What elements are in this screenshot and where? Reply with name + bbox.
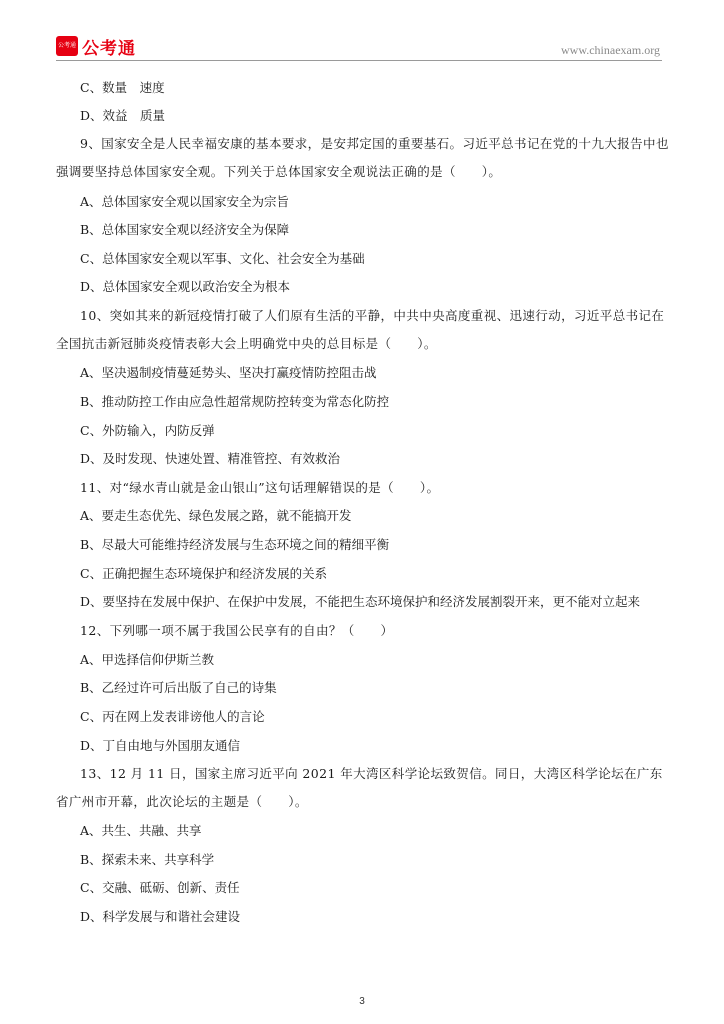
q10-option-d: D、及时发现、快速处置、精准管控、有效救治 [80,451,341,466]
q10-option-a: A、坚决遏制疫情蔓延势头、坚决打赢疫情防控阻击战 [80,365,377,380]
q11-stem: 11、对“绿水青山就是金山银山”这句话理解错误的是（ ）。 [80,480,440,495]
logo-badge-icon: 公考通 [56,36,78,56]
q8-option-c: C、数量 速度 [80,80,165,95]
logo-text: 公考通 [82,38,136,59]
q10-option-c: C、外防输入，内防反弹 [80,423,215,438]
q13-option-d: D、科学发展与和谐社会建设 [80,909,241,924]
q9-option-a: A、总体国家安全观以国家安全为宗旨 [80,194,290,209]
q12-stem: 12、下列哪一项不属于我国公民享有的自由？（ ） [80,623,394,638]
q8-option-d: D、效益 质量 [80,108,166,123]
q12-option-c: C、丙在网上发表诽谤他人的言论 [80,709,265,724]
q10-option-b: B、推动防控工作由应急性超常规防控转变为常态化防控 [80,394,390,409]
q9-option-d: D、总体国家安全观以政治安全为根本 [80,279,291,294]
q11-option-d: D、要坚持在发展中保护、在保护中发展，不能把生态环境保护和经济发展割裂开来，更不能对立起来 [80,594,641,609]
q12-option-a: A、甲选择信仰伊斯兰教 [80,652,215,667]
q11-option-c: C、正确把握生态环境保护和经济发展的关系 [80,566,328,581]
q9-stem: 9、国家安全是人民幸福安康的基本要求，是安邦定国的重要基石。习近平总书记在党的十九大报告中也强调要坚持总体国家安全观。下列关于总体国家安全观说法正确的是（ ）。 [56,136,669,179]
q12-option-b: B、乙经过许可后出版了自己的诗集 [80,680,277,695]
q11-option-a: A、要走生态优先、绿色发展之路，就不能搞开发 [80,508,352,523]
q11-option-b: B、尽最大可能维持经济发展与生态环境之间的精细平衡 [80,537,390,552]
q9-option-c: C、总体国家安全观以军事、文化、社会安全为基础 [80,251,365,266]
q13-option-c: C、交融、砥砺、创新、责任 [80,880,240,895]
q13-stem: 13、12 月 11 日，国家主席习近平向 2021 年大湾区科学论坛致贺信。同日，大湾区科学论坛在广东省广州市开幕，此次论坛的主题是（ ）。 [56,766,663,809]
q13-option-b: B、探索未来、共享科学 [80,852,215,867]
q12-option-d: D、丁自由地与外国朋友通信 [80,738,241,753]
page-number: 3 [359,996,365,1007]
site-url[interactable]: www.chinaexam.org [561,43,660,57]
q13-option-a: A、共生、共融、共享 [80,823,202,838]
q10-stem: 10、突如其来的新冠疫情打破了人们原有生活的平静，中共中央高度重视、迅速行动，习近平总书记在全国抗击新冠肺炎疫情表彰大会上明确党中央的总目标是（ ）。 [56,308,665,351]
q9-option-b: B、总体国家安全观以经济安全为保障 [80,222,290,237]
